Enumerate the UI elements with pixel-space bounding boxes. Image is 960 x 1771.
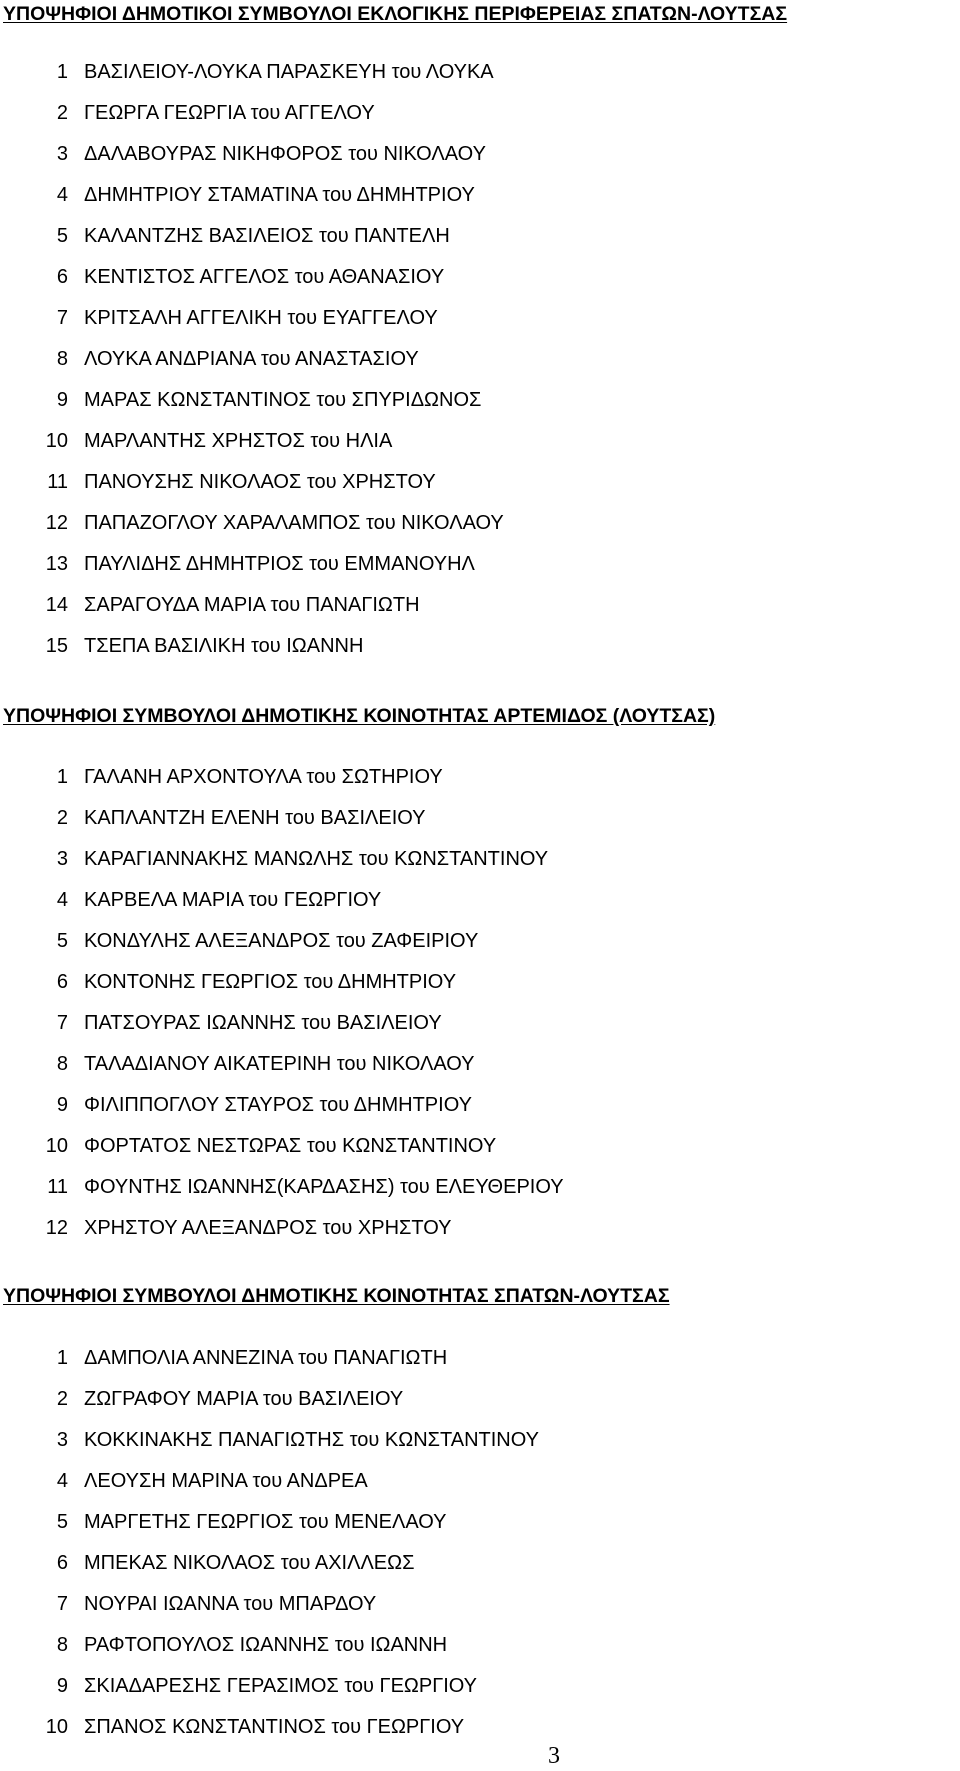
candidate-name: ΚΑΛΑΝΤΖΗΣ ΒΑΣΙΛΕΙΟΣ του ΠΑΝΤΕΛΗ — [84, 225, 450, 247]
candidate-name: ΛΟΥΚΑ ΑΝΔΡΙΑΝΑ του ΑΝΑΣΤΑΣΙΟΥ — [84, 348, 419, 370]
candidate-number: 10 — [45, 1135, 68, 1157]
candidate-name: ΚΟΚΚΙΝΑΚΗΣ ΠΑΝΑΓΙΩΤΗΣ του ΚΩΝΣΤΑΝΤΙΝΟΥ — [84, 1429, 539, 1451]
candidate-row — [0, 921, 564, 962]
candidate-row — [0, 1044, 564, 1085]
candidate-row — [0, 757, 564, 798]
candidate-list-artemida-community — [0, 757, 564, 1249]
candidate-number: 10 — [45, 1716, 68, 1738]
candidate-number: 2 — [56, 102, 68, 124]
section-title-electoral-district: ΥΠΟΨΗΦΙΟΙ ΔΗΜΟΤΙΚΟΙ ΣΥΜΒΟΥΛΟΙ ΕΚΛΟΓΙΚΗΣ ΠΕΡΙΦΕΡΕΙΑΣ ΣΠΑΤΩΝ-ΛΟΥΤΣΑΣ — [3, 3, 788, 25]
candidate-row — [0, 1543, 539, 1584]
candidate-number: 9 — [56, 1094, 68, 1116]
candidate-number: 6 — [56, 1552, 68, 1574]
candidate-name: ΜΠΕΚΑΣ ΝΙΚΟΛΑΟΣ του ΑΧΙΛΛΕΩΣ — [84, 1552, 415, 1574]
candidate-list-spata-loutsa-community — [0, 1338, 539, 1748]
candidate-number: 5 — [56, 225, 68, 247]
candidate-row — [0, 503, 504, 544]
candidate-number: 12 — [45, 1217, 68, 1239]
candidate-name: ΓΕΩΡΓΑ ΓΕΩΡΓΙΑ του ΑΓΓΕΛΟΥ — [84, 102, 375, 124]
candidate-number: 15 — [45, 635, 68, 657]
candidate-name: ΦΟΥΝΤΗΣ ΙΩΑΝΝΗΣ(ΚΑΡΔΑΣΗΣ) του ΕΛΕΥΘΕΡΙΟΥ — [84, 1176, 564, 1198]
candidate-number: 6 — [56, 971, 68, 993]
candidate-row — [0, 380, 504, 421]
candidate-name: ΚΡΙΤΣΑΛΗ ΑΓΓΕΛΙΚΗ του ΕΥΑΓΓΕΛΟΥ — [84, 307, 438, 329]
candidate-row — [0, 1167, 564, 1208]
candidate-row — [0, 93, 504, 134]
candidate-number: 2 — [56, 807, 68, 829]
candidate-number: 7 — [56, 1012, 68, 1034]
candidate-name: ΠΑΝΟΥΣΗΣ ΝΙΚΟΛΑΟΣ του ΧΡΗΣΤΟΥ — [84, 471, 436, 493]
candidate-number: 7 — [56, 1593, 68, 1615]
candidate-name: ΛΕΟΥΣΗ ΜΑΡΙΝΑ του ΑΝΔΡΕΑ — [84, 1470, 368, 1492]
candidate-row — [0, 339, 504, 380]
candidate-name: ΣΠΑΝΟΣ ΚΩΝΣΤΑΝΤΙΝΟΣ του ΓΕΩΡΓΙΟΥ — [84, 1716, 465, 1738]
candidate-row — [0, 544, 504, 585]
candidate-row — [0, 298, 504, 339]
candidate-number: 4 — [56, 1470, 68, 1492]
candidate-row — [0, 962, 564, 1003]
candidate-name: ΚΑΡΒΕΛΑ ΜΑΡΙΑ του ΓΕΩΡΓΙΟΥ — [84, 889, 382, 911]
candidate-name: ΧΡΗΣΤΟΥ ΑΛΕΞΑΝΔΡΟΣ του ΧΡΗΣΤΟΥ — [84, 1217, 452, 1239]
candidate-name: ΦΟΡΤΑΤΟΣ ΝΕΣΤΩΡΑΣ του ΚΩΝΣΤΑΝΤΙΝΟΥ — [84, 1135, 497, 1157]
page-number: 3 — [548, 1743, 560, 1769]
candidate-name: ΜΑΡΛΑΝΤΗΣ ΧΡΗΣΤΟΣ του ΗΛΙΑ — [84, 430, 393, 452]
candidate-number: 1 — [56, 61, 68, 83]
candidate-number: 8 — [56, 1634, 68, 1656]
candidate-name: ΤΑΛΑΔΙΑΝΟΥ ΑΙΚΑΤΕΡΙΝΗ του ΝΙΚΟΛΑΟΥ — [84, 1053, 475, 1075]
candidate-number: 5 — [56, 930, 68, 952]
candidate-row — [0, 880, 564, 921]
candidate-number: 1 — [56, 1347, 68, 1369]
candidate-row — [0, 1085, 564, 1126]
candidate-row — [0, 175, 504, 216]
candidate-name: ΣΚΙΑΔΑΡΕΣΗΣ ΓΕΡΑΣΙΜΟΣ του ΓΕΩΡΓΙΟΥ — [84, 1675, 478, 1697]
candidate-number: 3 — [56, 1429, 68, 1451]
candidate-name: ΠΑΤΣΟΥΡΑΣ ΙΩΑΝΝΗΣ του ΒΑΣΙΛΕΙΟΥ — [84, 1012, 442, 1034]
candidate-number: 9 — [56, 1675, 68, 1697]
candidate-number: 4 — [56, 184, 68, 206]
candidate-row — [0, 462, 504, 503]
candidate-name: ΤΣΕΠΑ ΒΑΣΙΛΙΚΗ του ΙΩΑΝΝΗ — [84, 635, 364, 657]
candidate-row — [0, 216, 504, 257]
candidate-number: 11 — [47, 471, 68, 493]
candidate-name: ΠΑΥΛΙΔΗΣ ΔΗΜΗΤΡΙΟΣ του ΕΜΜΑΝΟΥΗΛ — [84, 553, 475, 575]
candidate-number: 13 — [45, 553, 68, 575]
candidate-row — [0, 1126, 564, 1167]
candidate-name: ΖΩΓΡΑΦΟΥ ΜΑΡΙΑ του ΒΑΣΙΛΕΙΟΥ — [84, 1388, 404, 1410]
candidate-number: 3 — [56, 143, 68, 165]
candidate-number: 1 — [56, 766, 68, 788]
candidate-row — [0, 1208, 564, 1249]
candidate-row — [0, 839, 564, 880]
candidate-name: ΠΑΠΑΖΟΓΛΟΥ ΧΑΡΑΛΑΜΠΟΣ του ΝΙΚΟΛΑΟΥ — [84, 512, 504, 534]
candidate-row — [0, 1379, 539, 1420]
candidate-number: 9 — [56, 389, 68, 411]
candidate-row — [0, 798, 564, 839]
candidate-row — [0, 1461, 539, 1502]
candidate-row — [0, 421, 504, 462]
candidate-row — [0, 257, 504, 298]
candidate-number: 7 — [56, 307, 68, 329]
candidate-row — [0, 1666, 539, 1707]
candidate-number: 10 — [45, 430, 68, 452]
candidate-row — [0, 626, 504, 667]
candidate-name: ΚΟΝΔΥΛΗΣ ΑΛΕΞΑΝΔΡΟΣ του ΖΑΦΕΙΡΙΟΥ — [84, 930, 479, 952]
candidate-name: ΝΟΥΡΑΙ ΙΩΑΝΝΑ του ΜΠΑΡΔΟΥ — [84, 1593, 377, 1615]
candidate-number: 12 — [45, 512, 68, 534]
candidate-name: ΓΑΛΑΝΗ ΑΡΧΟΝΤΟΥΛΑ του ΣΩΤΗΡΙΟΥ — [84, 766, 443, 788]
candidate-name: ΔΑΜΠΟΛΙΑ ΑΝΝΕΖΙΝΑ του ΠΑΝΑΓΙΩΤΗ — [84, 1347, 448, 1369]
candidate-number: 2 — [56, 1388, 68, 1410]
candidate-name: ΚΑΠΛΑΝΤΖΗ ΕΛΕΝΗ του ΒΑΣΙΛΕΙΟΥ — [84, 807, 426, 829]
candidate-row — [0, 1420, 539, 1461]
candidate-number: 8 — [56, 1053, 68, 1075]
candidate-row — [0, 134, 504, 175]
candidate-name: ΜΑΡΑΣ ΚΩΝΣΤΑΝΤΙΝΟΣ του ΣΠΥΡΙΔΩΝΟΣ — [84, 389, 482, 411]
candidate-name: ΔΗΜΗΤΡΙΟΥ ΣΤΑΜΑΤΙΝΑ του ΔΗΜΗΤΡΙΟΥ — [84, 184, 475, 206]
candidate-list-electoral-district — [0, 52, 504, 667]
candidate-name: ΚΟΝΤΟΝΗΣ ΓΕΩΡΓΙΟΣ του ΔΗΜΗΤΡΙΟΥ — [84, 971, 457, 993]
candidate-number: 8 — [56, 348, 68, 370]
candidate-name: ΜΑΡΓΕΤΗΣ ΓΕΩΡΓΙΟΣ του ΜΕΝΕΛΑΟΥ — [84, 1511, 447, 1533]
candidate-name: ΒΑΣΙΛΕΙΟΥ-ΛΟΥΚΑ ΠΑΡΑΣΚΕΥΗ του ΛΟΥΚΑ — [84, 61, 494, 83]
candidate-row — [0, 585, 504, 626]
candidate-name: ΡΑΦΤΟΠΟΥΛΟΣ ΙΩΑΝΝΗΣ του ΙΩΑΝΝΗ — [84, 1634, 448, 1656]
candidate-number: 6 — [56, 266, 68, 288]
candidate-row — [0, 1584, 539, 1625]
section-title-spata-loutsa-community: ΥΠΟΨΗΦΙΟΙ ΣΥΜΒΟΥΛΟΙ ΔΗΜΟΤΙΚΗΣ ΚΟΙΝΟΤΗΤΑΣ ΣΠΑΤΩΝ-ΛΟΥΤΣΑΣ — [3, 1285, 670, 1307]
candidate-name: ΚΕΝΤΙΣΤΟΣ ΑΓΓΕΛΟΣ του ΑΘΑΝΑΣΙΟΥ — [84, 266, 445, 288]
candidate-number: 4 — [56, 889, 68, 911]
candidate-number: 5 — [56, 1511, 68, 1533]
candidate-row — [0, 1707, 539, 1748]
candidate-number: 3 — [56, 848, 68, 870]
candidate-name: ΦΙΛΙΠΠΟΓΛΟΥ ΣΤΑΥΡΟΣ του ΔΗΜΗΤΡΙΟΥ — [84, 1094, 472, 1116]
candidate-number: 14 — [45, 594, 68, 616]
section-title-artemida-community: ΥΠΟΨΗΦΙΟΙ ΣΥΜΒΟΥΛΟΙ ΔΗΜΟΤΙΚΗΣ ΚΟΙΝΟΤΗΤΑΣ ΑΡΤΕΜΙΔΟΣ (ΛΟΥΤΣΑΣ) — [3, 705, 716, 727]
candidate-row — [0, 1338, 539, 1379]
candidate-name: ΚΑΡΑΓΙΑΝΝΑΚΗΣ ΜΑΝΩΛΗΣ του ΚΩΝΣΤΑΝΤΙΝΟΥ — [84, 848, 549, 870]
candidate-row — [0, 1625, 539, 1666]
candidate-number: 11 — [47, 1176, 68, 1198]
candidate-row — [0, 1502, 539, 1543]
candidate-name: ΔΑΛΑΒΟΥΡΑΣ ΝΙΚΗΦΟΡΟΣ του ΝΙΚΟΛΑΟΥ — [84, 143, 486, 165]
candidate-row — [0, 1003, 564, 1044]
candidate-row — [0, 52, 504, 93]
candidate-name: ΣΑΡΑΓΟΥΔΑ ΜΑΡΙΑ του ΠΑΝΑΓΙΩΤΗ — [84, 594, 420, 616]
